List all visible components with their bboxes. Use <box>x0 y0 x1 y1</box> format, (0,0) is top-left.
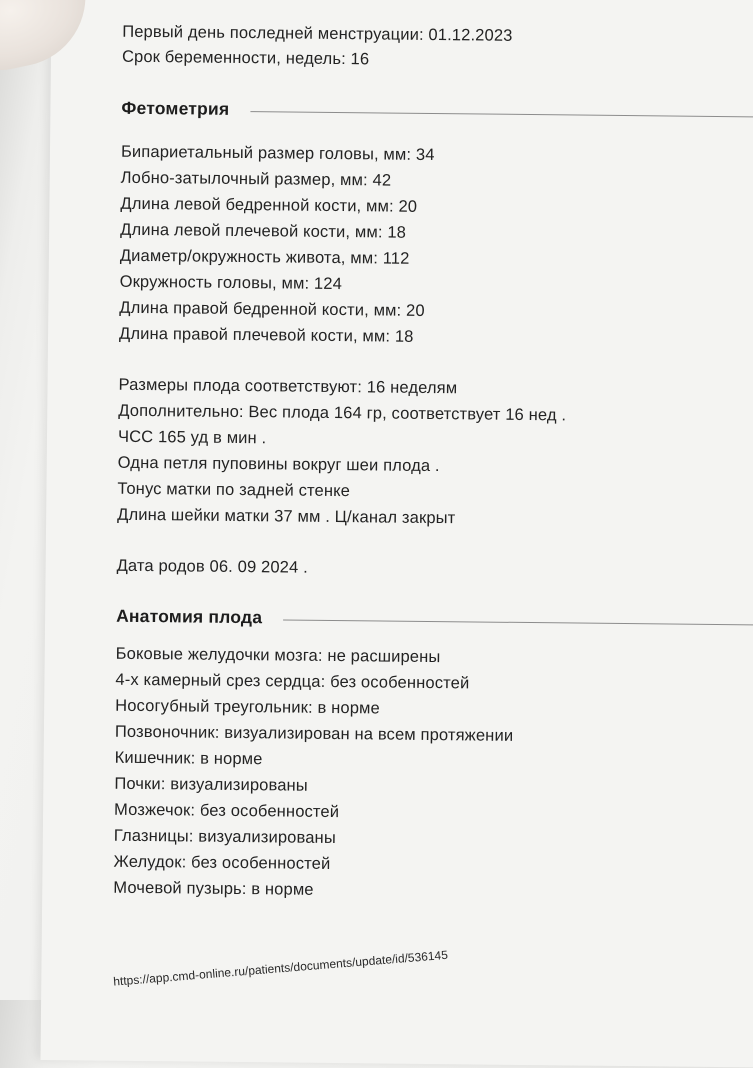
fetometry-item: Окружность головы, мм: 124 <box>119 272 343 294</box>
anatomy-item: Глазницы: визуализированы <box>113 826 336 848</box>
conclusion-line: Размеры плода соответствуют: 16 неделям <box>118 375 458 398</box>
document-page <box>40 0 753 1068</box>
anatomy-heading: Анатомия плода <box>116 605 263 628</box>
anatomy-item: Мозжечок: без особенностей <box>114 800 340 822</box>
anatomy-item: 4-х камерный срез сердца: без особенностей <box>115 670 470 693</box>
fetometry-item: Длина левой бедренной кости, мм: 20 <box>120 194 418 216</box>
anatomy-item: Носогубный треугольник: в норме <box>115 696 381 718</box>
anatomy-divider <box>283 619 753 625</box>
due-date: Дата родов 06. 09 2024 . <box>116 556 308 577</box>
anatomy-item: Почки: визуализированы <box>114 774 308 795</box>
fetometry-item: Лобно-затылочный размер, мм: 42 <box>120 168 392 190</box>
conclusion-line: Длина шейки матки 37 мм . Ц/канал закрыт <box>117 505 456 528</box>
fetometry-item: Длина левой плечевой кости, мм: 18 <box>120 220 407 242</box>
footer-url: https://app.cmd-online.ru/patients/documents/update/id/536145 <box>112 947 449 989</box>
fetometry-heading: Фетометрия <box>121 97 230 119</box>
last-period-date: Первый день последней менструации: 01.12.2023 <box>122 22 513 45</box>
anatomy-item: Боковые желудочки мозга: не расширены <box>115 644 441 667</box>
fetometry-item: Длина правой бедренной кости, мм: 20 <box>119 298 425 320</box>
anatomy-item: Желудок: без особенностей <box>113 852 331 873</box>
fetometry-item: Диаметр/окружность живота, мм: 112 <box>119 246 410 268</box>
conclusion-line: Одна петля пуповины вокруг шеи плода . <box>117 453 440 476</box>
anatomy-item: Позвоночник: визуализирован на всем протяжении <box>114 722 514 745</box>
fetometry-item: Длина правой плечевой кости, мм: 18 <box>118 324 414 346</box>
conclusion-line: ЧСС 165 уд в мин . <box>117 427 267 448</box>
conclusion-line: Тонус матки по задней стенке <box>117 479 351 501</box>
anatomy-item: Кишечник: в норме <box>114 748 263 769</box>
conclusion-line: Дополнительно: Вес плода 164 гр, соответствует 16 нед . <box>118 401 567 425</box>
anatomy-item: Мочевой пузырь: в норме <box>113 878 314 899</box>
pregnancy-term: Срок беременности, недель: 16 <box>121 47 370 69</box>
fetometry-item: Бипариетальный размер головы, мм: 34 <box>120 142 435 165</box>
fetometry-divider <box>250 111 753 118</box>
